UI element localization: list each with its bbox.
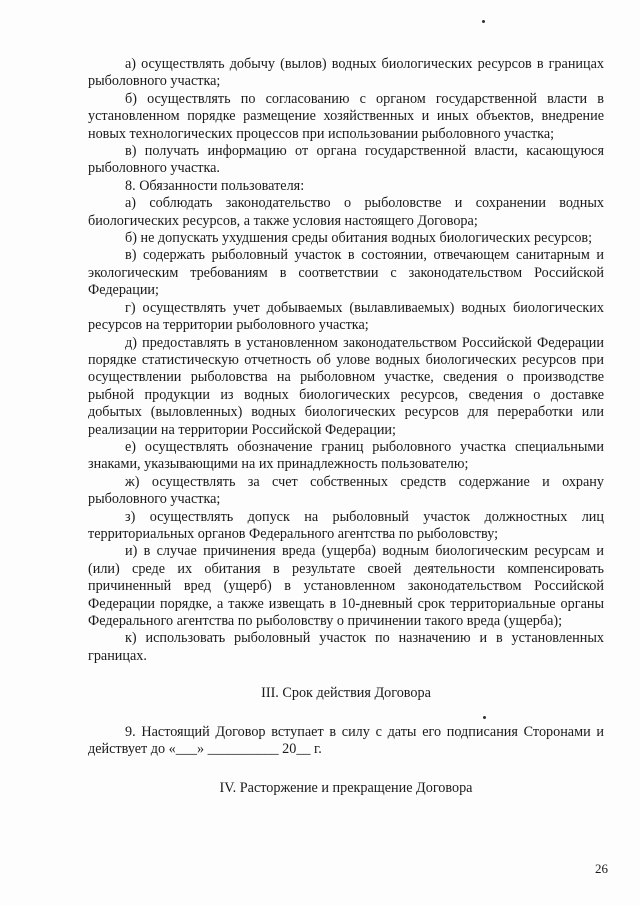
- paragraph-8b: б) не допускать ухудшения среды обитания водных биологических ресурсов;: [125, 230, 593, 247]
- scan-speck: [482, 20, 485, 23]
- paragraph-8g: г) осуществлять учет добываемых (вылавливаемых) водных биологических ресурсов на территории рыболовного участка;: [88, 299, 604, 334]
- paragraph-8a: а) соблюдать законодательство о рыболовстве и сохранении водных биологических ресурсов, а также условия настоящего Договора;: [88, 195, 604, 229]
- paragraph-8v: в) содержать рыболовный участок в состоянии, отвечающем санитарным и экологическим требованиям в соответствии с законодательством Российской Федерации;: [88, 247, 604, 299]
- page-number: 26: [595, 861, 608, 876]
- section-3-heading: III. Срок действия Договора: [261, 685, 431, 702]
- paragraph-7a: а) осуществлять добычу (вылов) водных биологических ресурсов в границах рыболовного участка;: [88, 56, 604, 90]
- clause-9: 9. Настоящий Договор вступает в силу с даты его подписания Сторонами и действует до «___» __________ 20__ г.: [88, 723, 604, 758]
- document-body: [88, 56, 604, 798]
- paragraph-8z: з) осуществлять допуск на рыболовный участок должностных лиц территориальных органов Федерального агентства по рыболовству;: [88, 508, 604, 542]
- paragraph-8zh: ж) осуществлять за счет собственных средств содержание и охрану рыболовного участка;: [88, 473, 604, 508]
- paragraph-7v: в) получать информацию от органа государственной власти, касающуюся рыболовного участка.: [88, 143, 604, 177]
- paragraph-8e: е) осуществлять обозначение границ рыболовного участка специальными знаками, указывающими на их принадлежность пользователю;: [88, 438, 604, 473]
- paragraph-8k: к) использовать рыболовный участок по назначению и в установленных границах.: [88, 630, 604, 664]
- paragraph-8d: д) предоставлять в установленном законодательством Российской Федерации порядке статистическую отчетность об улове водных биологических ресурсов при осуществлении рыболовства на рыболовном участке, сведения о производстве рыбной продукции из водных биологических ресурсов, сведения о доставке добытых (выловленных) водных биологических ресурсов для переработки или реализации на территории Российской Федерации;: [88, 334, 604, 438]
- paragraph-8i: и) в случае причинения вреда (ущерба) водным биологическим ресурсам и (или) среде их обитания в результате своей деятельности компенсировать причиненный вред (ущерб) в установленном законодательством Российской Федерации порядке, а также извещать в 10-дневный срок территориальные органы Федерального агентства по рыболовству о причинении такого вреда (ущерба);: [88, 543, 604, 629]
- section-4-heading: IV. Расторжение и прекращение Договора: [219, 780, 473, 797]
- paragraph-7b: б) осуществлять по согласованию с органом государственной власти в установленном порядке размещение хозяйственных и иных объектов, внедрение новых технологических процессов при использовании рыболовного участка;: [88, 90, 604, 142]
- clause-8-title: 8. Обязанности пользователя:: [125, 177, 305, 194]
- scan-speck: [483, 716, 486, 719]
